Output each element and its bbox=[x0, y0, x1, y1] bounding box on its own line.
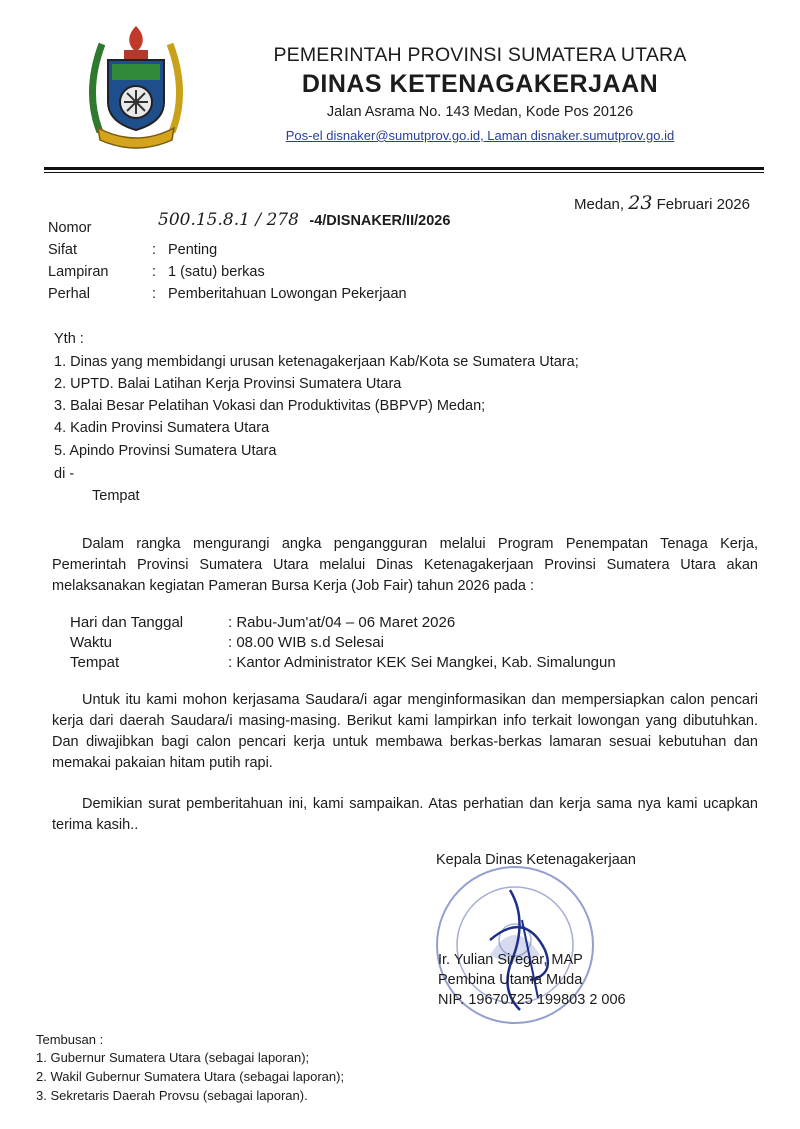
recipient-item: 1. Dinas yang membidangi urusan ketenagakerjaan Kab/Kota se Sumatera Utara; bbox=[54, 354, 579, 370]
sifat-label: Sifat bbox=[48, 242, 78, 258]
office-name: DINAS KETENAGAKERJAAN bbox=[301, 70, 659, 98]
recipient-item: 3. Balai Besar Pelatihan Vokasi dan Produktivitas (BBPVP) Medan; bbox=[54, 398, 486, 414]
lampiran-value: 1 (satu) berkas bbox=[168, 264, 265, 280]
signatory-nip: NIP. 19670725 199803 2 006 bbox=[438, 992, 626, 1008]
event-place-value: : Kantor Administrator KEK Sei Mangkei, Kab. Simalungun bbox=[228, 654, 616, 671]
sifat-colon: : bbox=[152, 242, 157, 258]
recipient-item: 5. Apindo Provinsi Sumatera Utara bbox=[54, 443, 277, 459]
date-place: Medan, bbox=[574, 196, 625, 213]
lampiran-label: Lampiran bbox=[48, 264, 109, 280]
government-name: PEMERINTAH PROVINSI SUMATERA UTARA bbox=[273, 44, 687, 66]
office-address: Jalan Asrama No. 143 Medan, Kode Pos 20126 bbox=[326, 104, 634, 120]
recipient-tempat: Tempat bbox=[92, 488, 140, 504]
recipient-di: di - bbox=[54, 466, 75, 482]
body-paragraph-2: Untuk itu kami mohon kerjasama Saudara/i agar menginformasikan dan mempersiapkan calon pencari kerja dari daerah Saudara/i masing-masing. Berikut kami lampirkan info terkait lowongan yang dibutuhkan. Dan diwajibkan bagi calon pencari kerja untuk membawa berkas-berkas lamaran sesuai kebutuhan dan memakai pakaian hitam putih rapi. bbox=[52, 692, 758, 771]
nomor-handwritten: 500.15.8.1 / 278 bbox=[158, 210, 299, 230]
event-date-label: Hari dan Tanggal bbox=[70, 614, 184, 631]
header-divider-thick bbox=[44, 167, 764, 170]
sifat-value: Penting bbox=[168, 242, 218, 258]
tembusan-item: 1. Gubernur Sumatera Utara (sebagai laporan); bbox=[36, 1050, 310, 1065]
date-day-handwritten: 23 bbox=[628, 192, 653, 214]
perihal-colon: : bbox=[152, 286, 157, 302]
nomor-value bbox=[158, 210, 450, 230]
event-time-label: Waktu bbox=[70, 634, 112, 651]
event-place-label: Tempat bbox=[70, 654, 120, 671]
office-contacts-link[interactable]: Pos-el disnaker@sumutprov.go.id, Laman disnaker.sumutprov.go.id bbox=[285, 128, 675, 143]
tembusan-label: Tembusan : bbox=[36, 1032, 104, 1047]
signatory-rank: Pembina Utama Muda bbox=[438, 972, 583, 988]
coat-of-arms-logo bbox=[80, 22, 192, 150]
letter-date bbox=[574, 192, 750, 214]
nomor-suffix: -4/DISNAKER/II/2026 bbox=[309, 213, 451, 229]
signatory-name: Ir. Yulian Siregar, MAP bbox=[438, 952, 583, 968]
perihal-label: Perhal bbox=[48, 286, 90, 302]
recipient-item: 4. Kadin Provinsi Sumatera Utara bbox=[54, 420, 270, 436]
perihal-value: Pemberitahuan Lowongan Pekerjaan bbox=[168, 286, 407, 302]
date-month-year: Februari 2026 bbox=[656, 196, 750, 213]
signatory-title: Kepala Dinas Ketenagakerjaan bbox=[436, 852, 636, 868]
lampiran-colon: : bbox=[152, 264, 157, 280]
tembusan-item: 3. Sekretaris Daerah Provsu (sebagai laporan). bbox=[36, 1088, 308, 1103]
tembusan-item: 2. Wakil Gubernur Sumatera Utara (sebagai laporan); bbox=[36, 1069, 345, 1084]
body-paragraph-1: Dalam rangka mengurangi angka pengangguran melalui Program Penempatan Tenaga Kerja, Pemerintah Provinsi Sumatera Utara melalui Dinas Ketenagakerjaan Provinsi Sumatera Utara akan melaksanakan kegiatan Pameran Bursa Kerja (Job Fair) tahun 2026 pada : bbox=[52, 536, 758, 594]
salutation: Yth : bbox=[54, 331, 84, 347]
event-date-value: : Rabu-Jum'at/04 – 06 Maret 2026 bbox=[228, 614, 456, 631]
event-time-value: : 08.00 WIB s.d Selesai bbox=[228, 634, 384, 651]
header-divider-thin bbox=[44, 172, 764, 173]
body-paragraph-3: Demikian surat pemberitahuan ini, kami sampaikan. Atas perhatian dan kerja sama nya kami ucapkan terima kasih.. bbox=[52, 796, 758, 833]
nomor-label: Nomor bbox=[48, 220, 92, 236]
recipient-item: 2. UPTD. Balai Latihan Kerja Provinsi Sumatera Utara bbox=[54, 376, 402, 392]
